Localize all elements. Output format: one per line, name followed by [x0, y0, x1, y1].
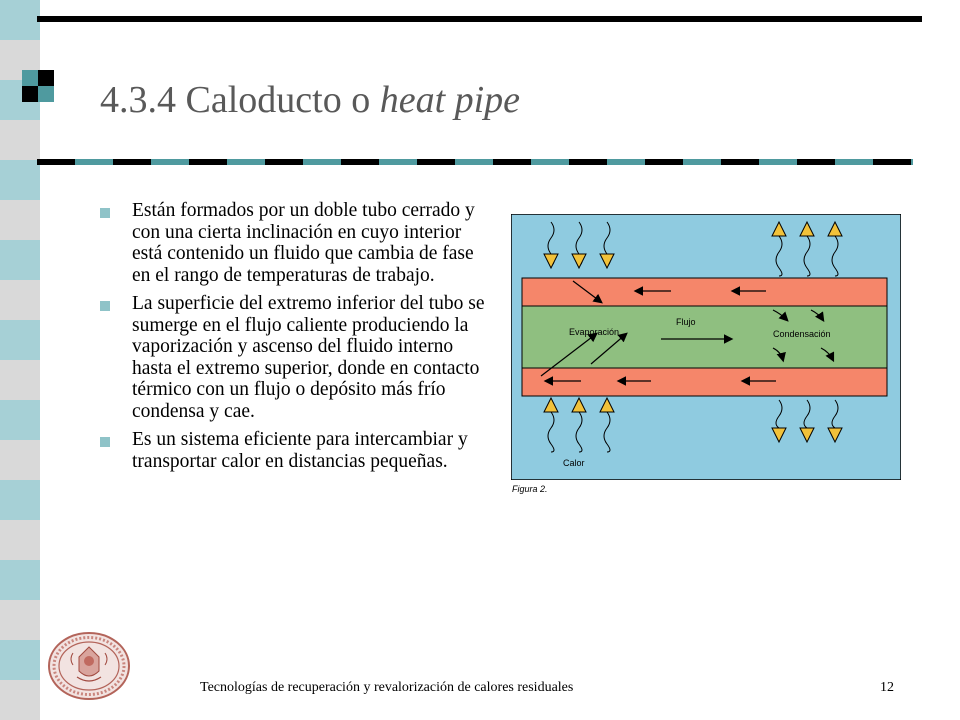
bullet-square-icon — [100, 208, 110, 218]
heat-pipe-diagram — [511, 214, 901, 480]
page-number: 12 — [880, 680, 894, 695]
left-decorative-strip — [0, 0, 40, 720]
title-italic-text: heat pipe — [379, 79, 521, 121]
bullet-square-icon — [100, 301, 110, 311]
bullet-text: La superficie del extremo inferior del tubo se sumerge en el flujo caliente produciendo la vaporización y ascenso del fluido interno hasta el extremo superior, donde en contacto térmico con un flujo o depósito más frío condensa y cae. — [132, 293, 485, 422]
bullet-item — [100, 200, 492, 286]
bullet-item — [100, 293, 492, 422]
upper-tube-wall — [522, 278, 887, 306]
label-condensacion: Condensación — [773, 329, 831, 339]
lower-tube-wall — [522, 368, 887, 396]
bullet-item — [100, 429, 492, 472]
bullet-text: Están formados por un doble tubo cerrado y con una cierta inclinación en cuyo interior está contenido un fluido que cambia de fase en el rango de temperaturas de trabajo. — [132, 200, 475, 286]
label-evaporacion: Evaporación — [569, 327, 620, 337]
footer-text: Tecnologías de recuperación y revalorización de calores residuales — [200, 680, 574, 695]
bullet-list — [100, 200, 492, 479]
slide-title — [100, 78, 520, 122]
label-flujo: Flujo — [676, 317, 696, 327]
bullet-text: Es un sistema eficiente para intercambiar y transportar calor en distancias pequeñas. — [132, 429, 468, 472]
label-calor: Calor — [563, 458, 585, 468]
figure-caption: Figura 2. — [512, 484, 548, 494]
bullet-square-icon — [100, 437, 110, 447]
top-rule — [37, 16, 922, 22]
title-dashed-rule — [37, 159, 913, 165]
title-main-text: 4.3.4 Caloducto o — [100, 79, 380, 121]
university-seal-logo — [47, 631, 131, 701]
